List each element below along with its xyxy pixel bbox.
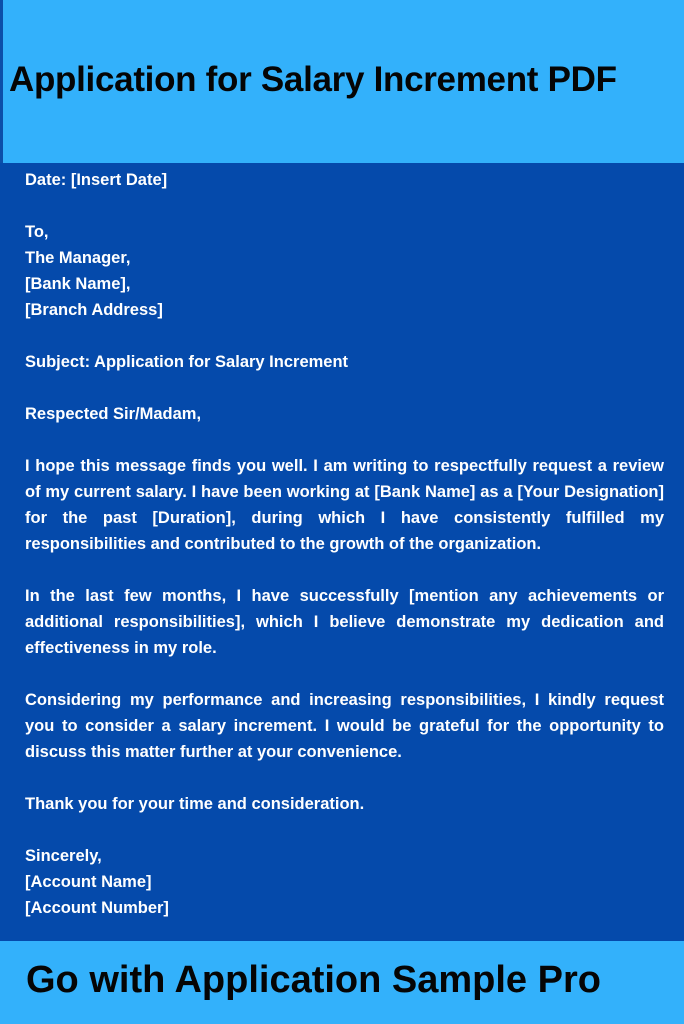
closing-account-name: [Account Name] xyxy=(25,873,152,891)
footer-banner xyxy=(0,941,684,1024)
page-title: Application for Salary Increment PDF xyxy=(9,60,617,99)
closing-block xyxy=(25,843,664,921)
letter-body xyxy=(0,163,684,941)
letter-date: Date: [Insert Date] xyxy=(25,171,168,189)
recipient-address: [Branch Address] xyxy=(25,301,163,319)
letter-paragraph: Considering my performance and increasing responsibilities, I kindly request you to consider a salary increment. I would be grateful for the opportunity to discuss this matter further at your convenience. xyxy=(25,691,664,761)
footer-text: Go with Application Sample Pro xyxy=(26,959,601,1001)
recipient-to: To, xyxy=(25,223,49,241)
recipient-block xyxy=(25,219,664,323)
letter-salutation: Respected Sir/Madam, xyxy=(25,405,202,423)
letter-subject: Subject: Application for Salary Increment xyxy=(25,353,349,371)
letter-paragraph: In the last few months, I have successfully [mention any achievements or additional responsibilities], which I believe demonstrate my dedication and effectiveness in my role. xyxy=(25,587,664,657)
letter-paragraph: Thank you for your time and consideration. xyxy=(25,795,365,813)
closing-account-number: [Account Number] xyxy=(25,899,169,917)
recipient-title: The Manager, xyxy=(25,249,131,267)
letter-paragraph: I hope this message finds you well. I am writing to respectfully request a review of my current salary. I have been working at [Bank Name] as a [Your Designation] for the past [Duration], during which I have consistently fulfilled my responsibilities and contributed to the growth of the organization. xyxy=(25,457,664,553)
recipient-bank: [Bank Name], xyxy=(25,275,131,293)
closing-sign-off: Sincerely, xyxy=(25,847,102,865)
header-banner xyxy=(0,0,684,163)
